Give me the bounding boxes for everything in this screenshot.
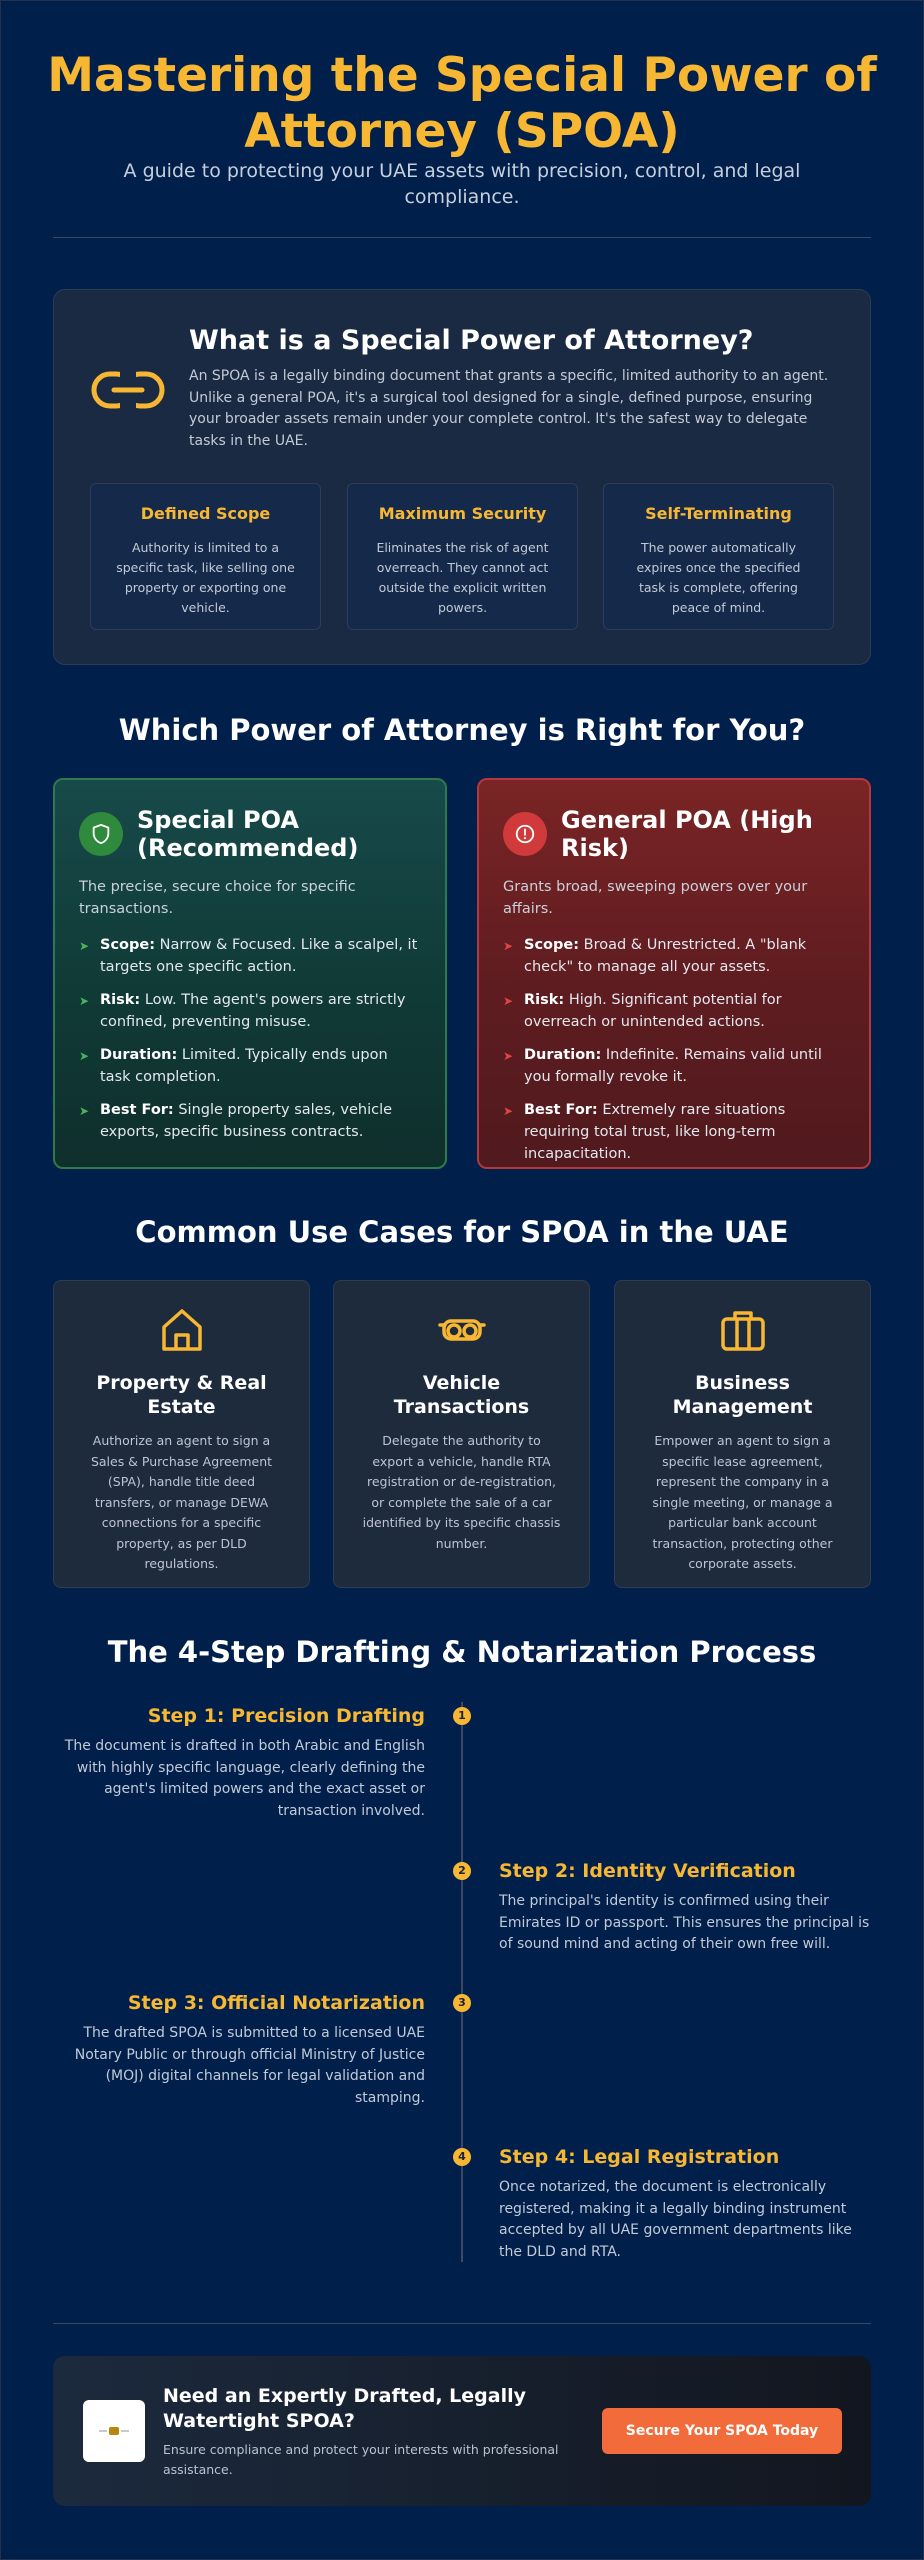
list-item: ➤ Scope: Broad & Unrestricted. A "blank check" to manage all your assets. — [503, 934, 845, 978]
use-case-title: Property & Real Estate — [96, 1372, 267, 1418]
house-icon — [160, 1307, 204, 1353]
page-title: Mastering the Special Power of Attorney (SPOA) — [47, 48, 877, 159]
use-case-description: Delegate the authority to export a vehicle, handle RTA registration or de-registration, or complete the sale of a car identified by its specific chassis number. — [362, 1433, 561, 1551]
chevron-right-icon: ➤ — [79, 994, 90, 1008]
special-poa-card — [53, 778, 447, 1169]
feature-card-defined-scope — [90, 483, 321, 630]
feature-title: Maximum Security — [378, 504, 547, 523]
cta-description: Ensure compliance and protect your interests with professional assistance. — [163, 2442, 559, 2477]
list-item: ➤ Best For: Single property sales, vehicle exports, specific business contracts. — [79, 1099, 421, 1143]
step-number-badge: 1 — [453, 1707, 471, 1725]
chevron-right-icon: ➤ — [79, 1104, 90, 1118]
step-title: Step 2: Identity Verification — [499, 1860, 796, 1882]
chevron-right-icon: ➤ — [503, 939, 514, 953]
what-is-description: An SPOA is a legally binding document that grants a specific, limited authority to an agent. Unlike a general POA, it's a surgical tool designed for a single, defined purpose, ensuring your broader assets remain under your complete control. It's the safest way to delegate tasks in the UAE. — [189, 368, 829, 449]
step-description: The document is drafted in both Arabic and English with highly specific language, clearly defining the agent's limited powers and the exact asset or transaction involved. — [64, 1738, 425, 1819]
feature-card-self-terminating — [603, 483, 834, 630]
list-item: ➤ Scope: Narrow & Focused. Like a scalpel, it targets one specific action. — [79, 934, 421, 978]
use-case-title: Vehicle Transactions — [393, 1372, 530, 1418]
feature-card-maximum-security — [347, 483, 578, 630]
link-icon — [90, 368, 166, 412]
use-case-description: Authorize an agent to sign a Sales & Purchase Agreement (SPA), handle title deed transfers, or manage DEWA connections for a specific property, as per DLD regulations. — [90, 1433, 273, 1571]
company-logo — [83, 2400, 145, 2462]
alert-icon — [514, 823, 536, 845]
use-cases-title: Common Use Cases for SPOA in the UAE — [135, 1215, 789, 1249]
cta-banner — [53, 2356, 871, 2506]
process-timeline — [461, 1702, 463, 2262]
chevron-right-icon: ➤ — [79, 1049, 90, 1063]
special-poa-title: Special POA (Recommended) — [137, 806, 359, 862]
chevron-right-icon: ➤ — [503, 1104, 514, 1118]
list-item: ➤ Risk: Low. The agent's powers are strictly confined, preventing misuse. — [79, 989, 421, 1033]
list-item: ➤ Duration: Indefinite. Remains valid until you formally revoke it. — [503, 1044, 845, 1088]
list-item: ➤ Best For: Extremely rare situations requiring total trust, like long-term incapacitation. — [503, 1099, 845, 1165]
process-step-2 — [499, 1859, 871, 1956]
step-description: The principal's identity is confirmed using their Emirates ID or passport. This ensures the principal is of sound mind and acting of their own free will. — [499, 1893, 870, 1952]
process-step-4 — [499, 2145, 871, 2263]
car-icon — [438, 1307, 486, 1353]
step-number-badge: 2 — [453, 1862, 471, 1880]
step-number-badge: 3 — [453, 1994, 471, 2012]
special-poa-description: The precise, secure choice for specific transactions. — [79, 879, 356, 917]
feature-description: Eliminates the risk of agent overreach. They cannot act outside the explicit written powers. — [376, 540, 549, 615]
special-poa-badge — [79, 812, 123, 856]
general-poa-description: Grants broad, sweeping powers over your affairs. — [503, 879, 808, 917]
general-poa-card — [477, 778, 871, 1169]
use-case-title: Business Management — [672, 1372, 813, 1418]
chevron-right-icon: ➤ — [503, 994, 514, 1008]
chevron-right-icon: ➤ — [503, 1049, 514, 1063]
feature-description: The power automatically expires once the specified task is complete, offering peace of mind. — [636, 540, 801, 615]
chevron-right-icon: ➤ — [79, 939, 90, 953]
comparison-title: Which Power of Attorney is Right for You? — [118, 713, 806, 747]
step-description: Once notarized, the document is electronically registered, making it a legally binding instrument accepted by all UAE government departments like the DLD and RTA. — [499, 2179, 852, 2260]
footer-divider — [53, 2323, 871, 2324]
feature-description: Authority is limited to a specific task, like selling one property or exporting one vehicle. — [116, 540, 295, 615]
feature-title: Defined Scope — [140, 504, 271, 523]
secure-spoa-button[interactable]: Secure Your SPOA Today — [602, 2408, 842, 2454]
step-description: The drafted SPOA is submitted to a licensed UAE Notary Public or through official Ministry of Justice (MOJ) digital channels for legal validation and stamping. — [74, 2025, 425, 2106]
step-title: Step 1: Precision Drafting — [147, 1705, 425, 1727]
general-poa-title: General POA (High Risk) — [561, 806, 813, 862]
feature-title: Self-Terminating — [645, 504, 792, 523]
use-case-business — [614, 1280, 871, 1588]
general-poa-badge — [503, 812, 547, 856]
what-is-title: What is a Special Power of Attorney? — [189, 325, 754, 356]
what-is-spoa-card — [53, 289, 871, 665]
use-case-property — [53, 1280, 310, 1588]
page-subtitle: A guide to protecting your UAE assets with precision, control, and legal compliance. — [123, 160, 801, 208]
step-title: Step 4: Legal Registration — [499, 2146, 780, 2168]
list-item: ➤ Duration: Limited. Typically ends upon task completion. — [79, 1044, 421, 1088]
use-case-description: Empower an agent to sign a specific lease agreement, represent the company in a single meeting, or manage a particular bank account transaction, protecting other corporate assets. — [652, 1433, 833, 1571]
process-step-1 — [53, 1704, 425, 1822]
step-title: Step 3: Official Notarization — [127, 1992, 425, 2014]
header-divider — [53, 237, 871, 238]
cta-title: Need an Expertly Drafted, Legally Watertight SPOA? — [163, 2385, 526, 2432]
process-step-3 — [53, 1991, 425, 2109]
use-case-vehicle — [333, 1280, 590, 1588]
process-title: The 4-Step Drafting & Notarization Process — [107, 1635, 817, 1669]
step-number-badge: 4 — [453, 2148, 471, 2166]
shield-icon — [90, 823, 112, 845]
logo-mark-icon — [99, 2424, 129, 2438]
list-item: ➤ Risk: High. Significant potential for overreach or unintended actions. — [503, 989, 845, 1033]
briefcase-icon — [720, 1307, 766, 1353]
